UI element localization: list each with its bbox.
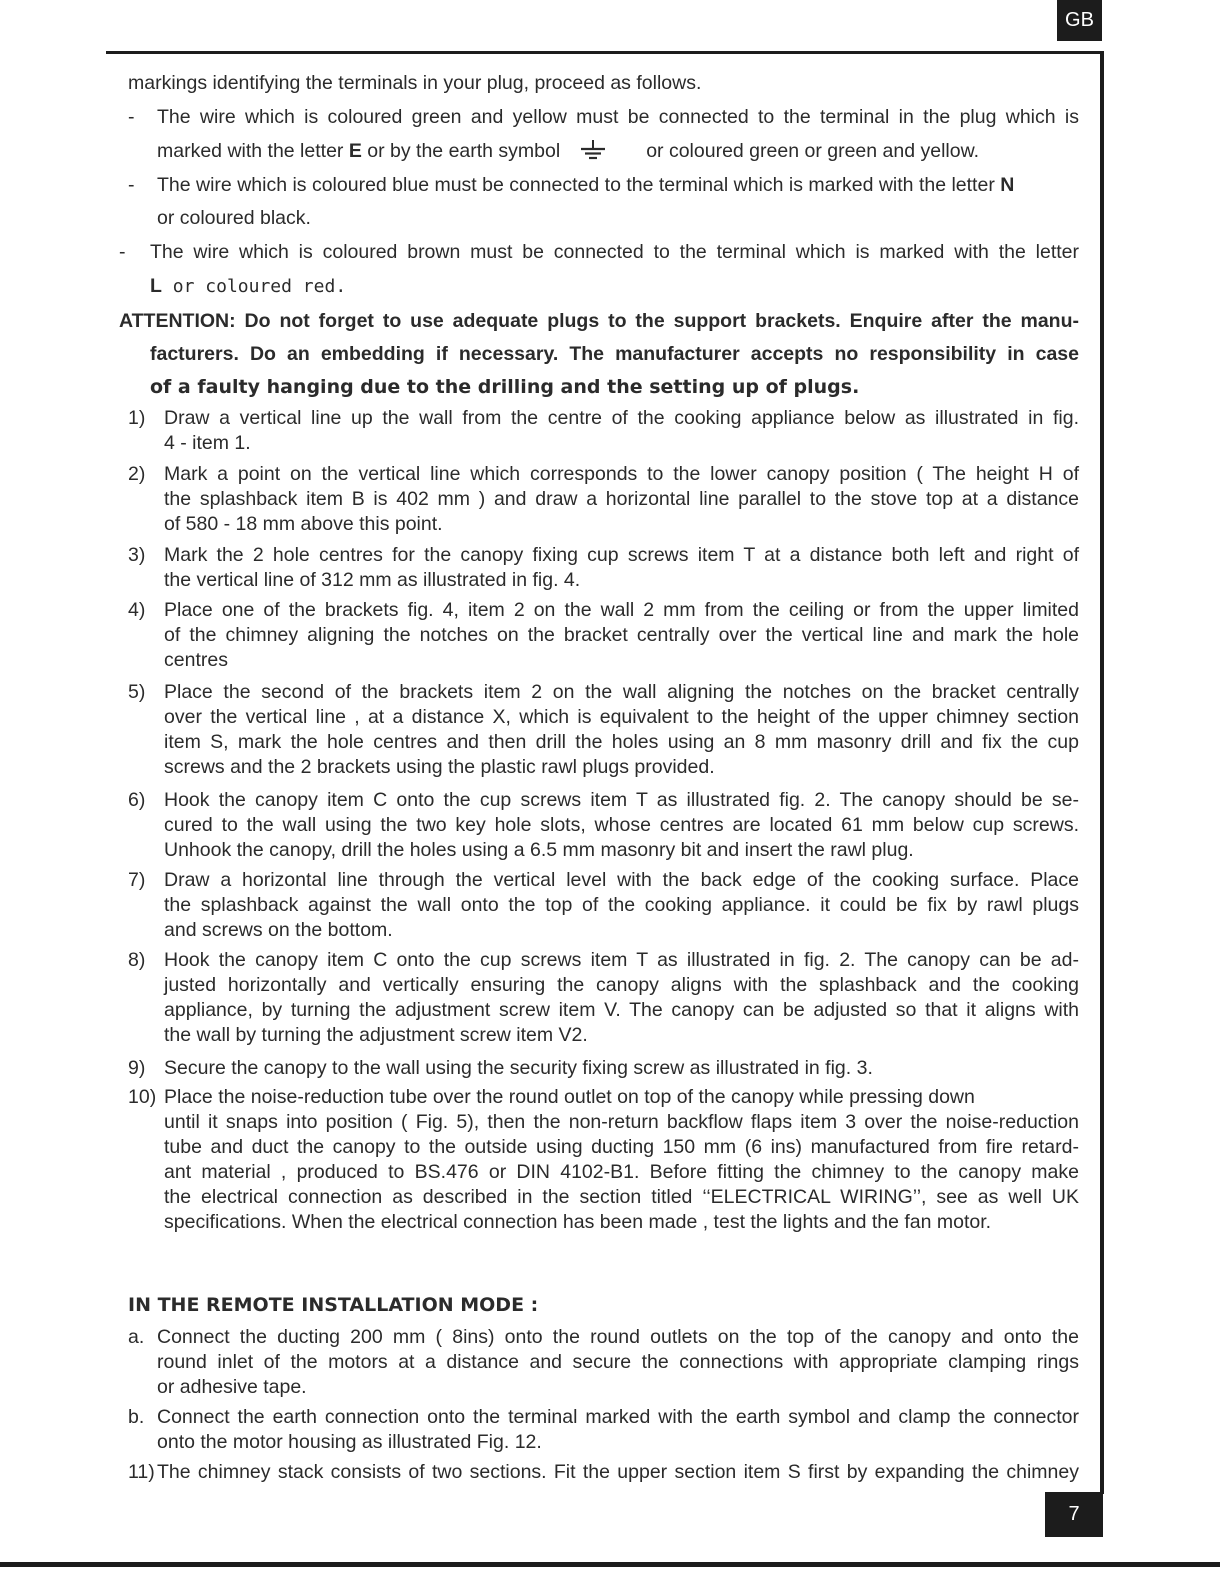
step-text-line: Unhook the canopy, drill the holes using a 6.5 mm masonry bit and insert the rawl plug. (164, 839, 914, 861)
wire-green-line2: marked with the letter E or by the earth symbol or coloured green or green and yellow. (157, 140, 979, 162)
step-number: 4) (128, 599, 146, 621)
remote-item-line: round inlet of the motors at a distance and secure the connections with appropriate clamping rings (157, 1351, 1079, 1373)
step-text-line: Hook the canopy item C onto the cup screws item T as illustrated fig. 2. The canopy should be se- (164, 789, 1079, 811)
bullet-dash: - (119, 241, 126, 263)
step-text-line: the electrical connection as described in the section titled ‘‘ELECTRICAL WIRING’’, see as well UK (164, 1186, 1079, 1208)
step-number: 8) (128, 949, 146, 971)
attention-line3: of a faulty hanging due to the drilling and the setting up of plugs. (150, 376, 860, 398)
step-number: 6) (128, 789, 146, 811)
step-text-line: Draw a horizontal line through the vertical level with the back edge of the cooking surface. Place (164, 869, 1079, 891)
step-text-line: tube and duct the canopy to the outside using ducting 150 mm (6 ins) manufactured from fire retard- (164, 1136, 1079, 1158)
step-text-line: Draw a vertical line up the wall from the centre of the cooking appliance below as illustrated in fig. (164, 407, 1079, 429)
step-text-line: specifications. When the electrical connection has been made , test the lights and the fan motor. (164, 1211, 992, 1233)
step-text-line: until it snaps into position ( Fig. 5), then the non-return backflow flaps item 3 over the noise-reduction (164, 1111, 1079, 1133)
step-text-line: Mark the 2 hole centres for the canopy fixing cup screws item T at a distance both left and right of (164, 544, 1079, 566)
step-text-line: 4 - item 1. (164, 432, 251, 454)
wire-green-line1: The wire which is coloured green and yellow must be connected to the terminal in the plug which is (157, 106, 1079, 128)
step-text-line: the splashback against the wall onto the top of the cooking appliance. it could be fix by rawl plugs (164, 894, 1079, 916)
remote-item-line: Connect the ducting 200 mm ( 8ins) onto the round outlets on the top of the canopy and onto the (157, 1326, 1079, 1348)
step-number: 3) (128, 544, 146, 566)
step-number: 2) (128, 463, 146, 485)
step-number: 1) (128, 407, 146, 429)
wire-brown-line1: The wire which is coloured brown must be connected to the terminal which is marked with the letter (150, 241, 1079, 263)
page-number: 7 (1045, 1492, 1103, 1537)
step-text-line: centres (164, 649, 228, 671)
remote-mode-heading: IN THE REMOTE INSTALLATION MODE : (128, 1294, 539, 1316)
step-text-line: of 580 - 18 mm above this point. (164, 513, 443, 535)
step-number: 5) (128, 681, 146, 703)
step-11-text: The chimney stack consists of two sections. Fit the upper section item S first by expanding the chimney (157, 1461, 1079, 1483)
remote-item-line: onto the motor housing as illustrated Fig. 12. (157, 1431, 542, 1453)
right-border (1100, 51, 1104, 1494)
step-text-line: Place one of the brackets fig. 4, item 2 on the wall 2 mm from the ceiling or from the upper limited (164, 599, 1079, 621)
intro-text: markings identifying the terminals in your plug, proceed as follows. (128, 72, 702, 94)
bullet-dash: - (128, 106, 135, 128)
step-number: 9) (128, 1057, 146, 1079)
language-badge: GB (1057, 0, 1102, 41)
wire-blue-line2: or coloured black. (157, 207, 311, 229)
step-text-line: Mark a point on the vertical line which corresponds to the lower canopy position ( The height H of (164, 463, 1079, 485)
remote-item-label: b. (128, 1406, 145, 1428)
step-text-line: of the chimney aligning the notches on the bracket centrally over the vertical line and mark the hole (164, 624, 1079, 646)
bullet-dash: - (128, 174, 135, 196)
step-text-line: justed horizontally and vertically ensuring the canopy aligns with the splashback and the cooking (164, 974, 1079, 996)
wire-brown-line2: L or coloured red. (150, 275, 347, 297)
step-text-line: item S, mark the hole centres and then drill the holes using an 8 mm masonry drill and fix the cup (164, 731, 1079, 753)
remote-item-line: Connect the earth connection onto the terminal marked with the earth symbol and clamp the connector (157, 1406, 1079, 1428)
attention-line1: ATTENTION: Do not forget to use adequate plugs to the support brackets. Enquire after the manu- (119, 310, 1079, 332)
remote-item-label: a. (128, 1326, 145, 1348)
step-11-number: 11) (128, 1461, 155, 1483)
wire-blue-line1: The wire which is coloured blue must be connected to the terminal which is marked with the letter N (157, 174, 1015, 196)
bottom-divider (0, 1562, 1220, 1567)
step-text-line: over the vertical line , at a distance X, which is equivalent to the height of the upper chimney section (164, 706, 1079, 728)
step-text-line: and screws on the bottom. (164, 919, 393, 941)
step-text-line: the wall by turning the adjustment screw item V2. (164, 1024, 588, 1046)
top-divider (106, 51, 1103, 54)
step-text-line: ant material , produced to BS.476 or DIN 4102-B1. Before fitting the chimney to the canopy make (164, 1161, 1079, 1183)
step-text-line: Place the second of the brackets item 2 on the wall aligning the notches on the bracket centrally (164, 681, 1079, 703)
earth-symbol-icon (578, 140, 608, 160)
step-text-line: Secure the canopy to the wall using the security fixing screw as illustrated in fig. 3. (164, 1057, 873, 1079)
step-text-line: cured to the wall using the two key hole slots, whose centres are located 61 mm below cup screws. (164, 814, 1079, 836)
step-number: 10) (128, 1086, 157, 1108)
attention-line2: facturers. Do an embedding if necessary. The manufacturer accepts no responsibility in case (150, 343, 1079, 365)
step-text-line: Place the noise-reduction tube over the round outlet on top of the canopy while pressing down (164, 1086, 975, 1108)
step-text-line: screws and the 2 brackets using the plastic rawl plugs provided. (164, 756, 715, 778)
step-number: 7) (128, 869, 146, 891)
step-text-line: the splashback item B is 402 mm ) and draw a horizontal line parallel to the stove top at a distance (164, 488, 1079, 510)
remote-item-line: or adhesive tape. (157, 1376, 307, 1398)
step-text-line: the vertical line of 312 mm as illustrated in fig. 4. (164, 569, 581, 591)
step-text-line: appliance, by turning the adjustment screw item V. The canopy can be adjusted so that it aligns with (164, 999, 1079, 1021)
step-text-line: Hook the canopy item C onto the cup screws item T as illustrated in fig. 2. The canopy can be ad- (164, 949, 1079, 971)
